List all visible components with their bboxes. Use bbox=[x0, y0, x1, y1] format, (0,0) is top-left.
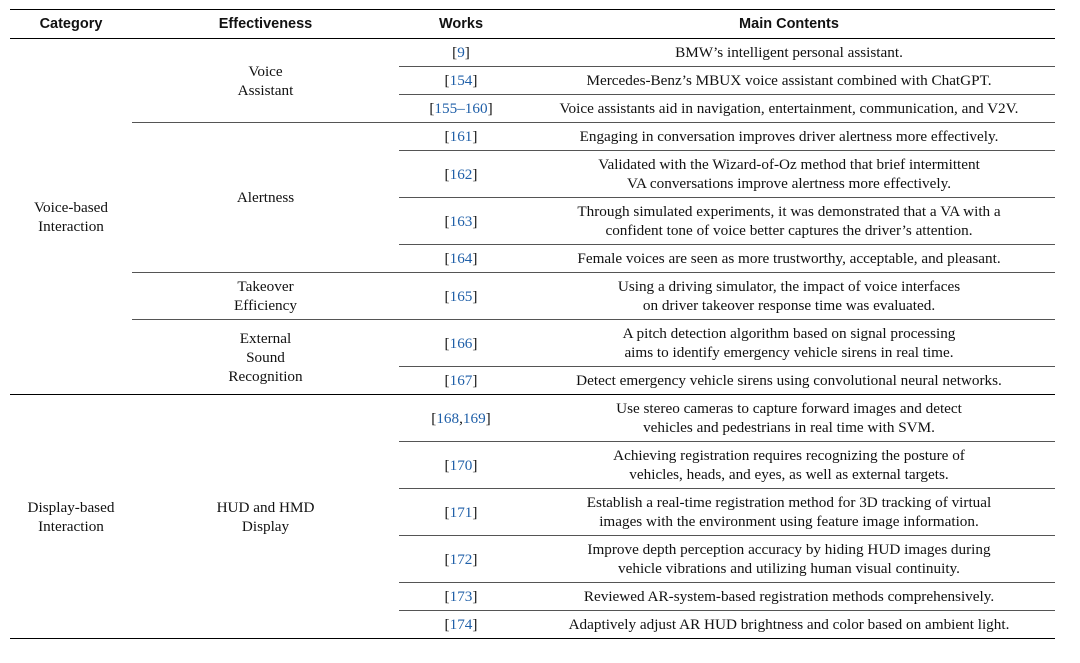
table-header-row bbox=[10, 10, 1055, 39]
reference-link[interactable]: 174 bbox=[449, 616, 473, 633]
content-line: aims to identify emergency vehicle sirens in real time. bbox=[624, 344, 954, 361]
category-cell bbox=[10, 39, 132, 395]
reference-link[interactable]: 155–160 bbox=[434, 100, 488, 117]
content-cell bbox=[523, 442, 1055, 489]
content-line: on driver takeover response time was evaluated. bbox=[642, 297, 936, 314]
content-line: Voice assistants aid in navigation, entertainment, communication, and V2V. bbox=[559, 100, 1019, 117]
table-row bbox=[10, 395, 1055, 442]
reference-link[interactable]: 173 bbox=[449, 588, 473, 605]
content-cell bbox=[523, 320, 1055, 367]
reference-link[interactable]: 162 bbox=[449, 165, 473, 183]
effectiveness-line: Sound bbox=[246, 348, 285, 366]
content-cell bbox=[523, 367, 1055, 395]
content-line: confident tone of voice better captures the driver’s attention. bbox=[605, 222, 973, 239]
works-cell: [161] bbox=[399, 123, 523, 151]
effectiveness-cell bbox=[132, 123, 399, 273]
category-line: Voice-based bbox=[34, 198, 108, 216]
reference-link[interactable]: 166 bbox=[449, 334, 473, 352]
works-cell: [170] bbox=[399, 442, 523, 489]
header-works: Works bbox=[438, 15, 484, 32]
reference-link[interactable]: 163 bbox=[449, 212, 473, 230]
content-line: Female voices are seen as more trustworthy, acceptable, and pleasant. bbox=[577, 250, 1001, 267]
header-main-contents: Main Contents bbox=[739, 15, 839, 32]
effectiveness-line: Assistant bbox=[237, 81, 294, 99]
content-line: Engaging in conversation improves driver alertness more effectively. bbox=[579, 128, 999, 145]
content-line: Through simulated experiments, it was demonstrated that a VA with a bbox=[577, 203, 1001, 220]
reference-link[interactable]: 161 bbox=[449, 128, 473, 145]
reference-link[interactable]: 171 bbox=[449, 503, 473, 521]
effectiveness-cell bbox=[132, 39, 399, 123]
content-line: Improve depth perception accuracy by hiding HUD images during bbox=[587, 541, 991, 558]
effectiveness-line: Efficiency bbox=[234, 297, 297, 314]
content-line: VA conversations improve alertness more effectively. bbox=[626, 175, 952, 192]
content-line: Validated with the Wizard-of-Oz method that brief intermittent bbox=[598, 156, 980, 173]
content-line: Mercedes-Benz’s MBUX voice assistant combined with ChatGPT. bbox=[586, 72, 992, 89]
content-line: vehicles and pedestrians in real time with SVM. bbox=[643, 419, 935, 436]
content-cell bbox=[523, 611, 1055, 639]
reference-link[interactable]: 172 bbox=[449, 550, 473, 568]
content-line: Achieving registration requires recognizing the posture of bbox=[613, 447, 965, 464]
content-line: A pitch detection algorithm based on signal processing bbox=[622, 325, 956, 342]
content-cell bbox=[523, 123, 1055, 151]
content-line: Detect emergency vehicle sirens using convolutional neural networks. bbox=[576, 372, 1002, 389]
effectiveness-line: Recognition bbox=[228, 367, 303, 385]
works-cell: [166] bbox=[399, 320, 523, 367]
works-cell: [9] bbox=[399, 39, 523, 67]
interaction-table bbox=[10, 9, 1055, 639]
works-cell: [173] bbox=[399, 583, 523, 611]
works-cell: [172] bbox=[399, 536, 523, 583]
table-row bbox=[10, 123, 1055, 151]
category-line: Display-based bbox=[27, 498, 115, 516]
content-line: images with the environment using feature image information. bbox=[599, 513, 979, 530]
header-category: Category bbox=[39, 15, 103, 32]
effectiveness-cell bbox=[132, 395, 399, 639]
reference-link[interactable]: 170 bbox=[449, 456, 473, 474]
content-cell bbox=[523, 198, 1055, 245]
content-line: vehicle vibrations and utilizing human visual continuity. bbox=[618, 560, 960, 577]
effectiveness-line: External bbox=[239, 329, 292, 347]
category-cell bbox=[10, 395, 132, 639]
reference-link[interactable]: 167 bbox=[449, 372, 473, 389]
content-line: Reviewed AR-system-based registration methods comprehensively. bbox=[583, 588, 995, 605]
content-cell bbox=[523, 583, 1055, 611]
category-line: Interaction bbox=[38, 217, 104, 235]
content-cell bbox=[523, 151, 1055, 198]
content-line: Using a driving simulator, the impact of voice interfaces bbox=[617, 278, 961, 295]
content-cell bbox=[523, 489, 1055, 536]
content-cell bbox=[523, 67, 1055, 95]
works-cell: [174] bbox=[399, 611, 523, 639]
works-cell: [167] bbox=[399, 367, 523, 395]
content-line: vehicles, heads, and eyes, as well as external targets. bbox=[629, 466, 949, 483]
content-cell bbox=[523, 395, 1055, 442]
content-line: Adaptively adjust AR HUD brightness and color based on ambient light. bbox=[568, 616, 1010, 633]
effectiveness-line: Alertness bbox=[236, 189, 295, 206]
reference-link[interactable]: 9 bbox=[457, 44, 465, 61]
effectiveness-line: Voice bbox=[248, 62, 283, 80]
content-cell bbox=[523, 536, 1055, 583]
reference-link[interactable]: 169 bbox=[462, 409, 486, 427]
effectiveness-cell bbox=[132, 273, 399, 320]
reference-link[interactable]: 154 bbox=[449, 72, 473, 89]
works-cell: [165] bbox=[399, 273, 523, 320]
works-cell: [154] bbox=[399, 67, 523, 95]
content-line: Use stereo cameras to capture forward images and detect bbox=[616, 400, 962, 417]
category-line: Interaction bbox=[38, 517, 104, 535]
works-cell: [162] bbox=[399, 151, 523, 198]
content-cell bbox=[523, 39, 1055, 67]
reference-link[interactable]: 168 bbox=[436, 409, 460, 427]
header-effectiveness: Effectiveness bbox=[218, 15, 313, 32]
content-line: Establish a real-time registration method for 3D tracking of virtual bbox=[586, 494, 992, 511]
works-cell: [155–160] bbox=[399, 95, 523, 123]
works-cell: [164] bbox=[399, 245, 523, 273]
table-row bbox=[10, 273, 1055, 320]
content-cell bbox=[523, 95, 1055, 123]
content-cell bbox=[523, 245, 1055, 273]
works-cell: [163] bbox=[399, 198, 523, 245]
content-cell bbox=[523, 273, 1055, 320]
effectiveness-line: HUD and HMD bbox=[216, 498, 315, 516]
effectiveness-line: Display bbox=[241, 517, 290, 535]
reference-link[interactable]: 164 bbox=[449, 250, 473, 267]
works-cell: [171] bbox=[399, 489, 523, 536]
table-row bbox=[10, 320, 1055, 367]
works-cell: [168,169] bbox=[399, 395, 523, 442]
content-line: BMW’s intelligent personal assistant. bbox=[675, 44, 903, 61]
effectiveness-line: Takeover bbox=[237, 278, 294, 295]
effectiveness-cell bbox=[132, 320, 399, 395]
reference-link[interactable]: 165 bbox=[449, 287, 473, 305]
table-row bbox=[10, 39, 1055, 67]
